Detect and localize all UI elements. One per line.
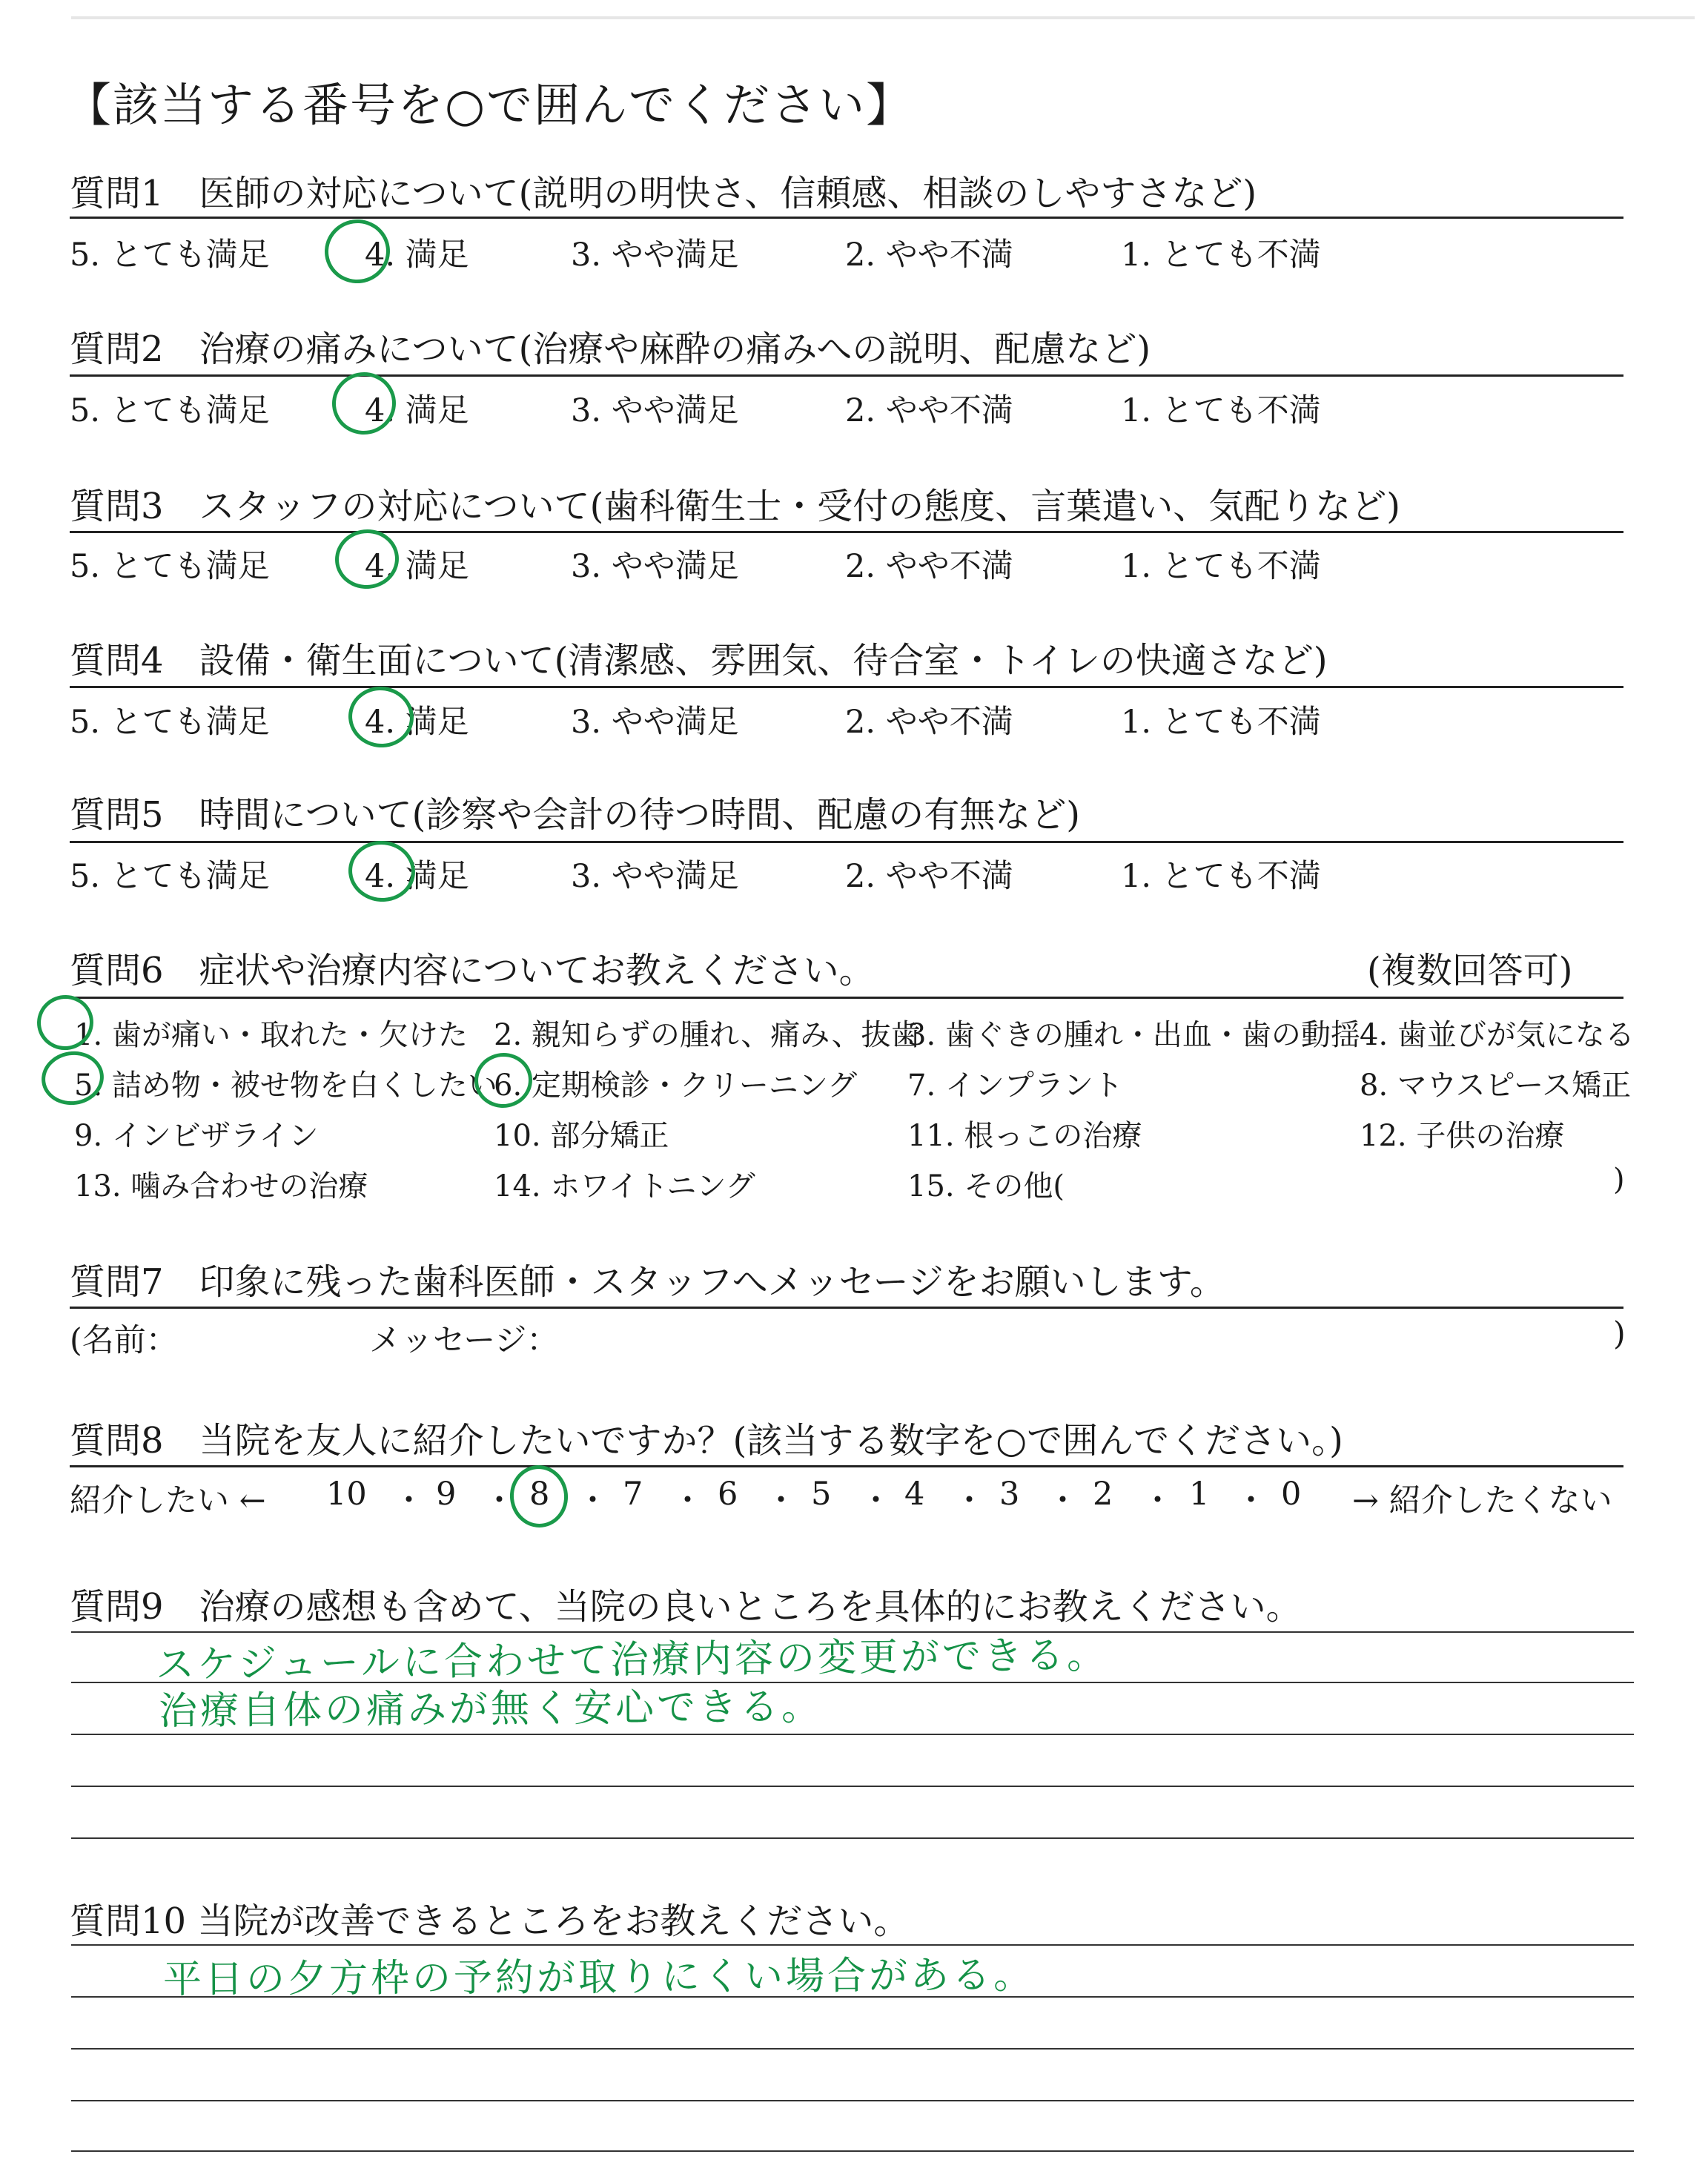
q6-option-1: 1. 歯が痛い・取れた・欠けた — [74, 1018, 468, 1052]
q10-writing-line — [71, 2100, 1634, 2101]
q8-score-10: 10 — [326, 1476, 367, 1513]
q2-option-4: 4. 満足 — [365, 392, 469, 429]
q1-option-1: 1. とても不満 — [1121, 237, 1321, 274]
q5-option-4: 4. 満足 — [365, 858, 469, 895]
q4-option-4: 4. 満足 — [365, 704, 469, 741]
q6-option-14: 14. ホワイトニング — [494, 1169, 755, 1203]
q8-score-0: 0 — [1281, 1476, 1302, 1513]
q6-option-3: 3. 歯ぐきの腫れ・出血・歯の動揺 — [907, 1018, 1360, 1052]
question-7-label: 質問7 印象に残った歯科医師・スタッフへメッセージをお願いします。 — [70, 1261, 1225, 1303]
q8-dot: ・ — [1235, 1482, 1267, 1519]
question-5-label: 質問5 時間について(診察や会計の待つ時間、配慮の有無など) — [70, 794, 1081, 836]
q1-option-3: 3. やや満足 — [571, 237, 739, 274]
q9-writing-line — [71, 1837, 1634, 1839]
q8-score-7: 7 — [623, 1476, 643, 1513]
question-2-label: 質問2 治療の痛みについて(治療や麻酔の痛みへの説明、配慮など) — [70, 328, 1151, 370]
q8-score-4: 4 — [904, 1476, 925, 1513]
q3-option-5: 5. とても満足 — [70, 548, 270, 585]
q6-option-4: 4. 歯並びが気になる — [1360, 1018, 1635, 1052]
question-8-label: 質問8 当院を友人に紹介したいですか？(該当する数字を○で囲んでください。) — [70, 1420, 1343, 1462]
q3-option-3: 3. やや満足 — [571, 548, 739, 585]
scan-edge — [71, 16, 1695, 19]
question-6-note: (複数回答可) — [1367, 950, 1573, 991]
q6-option-15: 15. その他( — [907, 1169, 1065, 1203]
question-9-label: 質問9 治療の感想も含めて、当院の良いところを具体的にお教えください。 — [70, 1586, 1302, 1628]
q10-handwritten-answer-1: 平日の夕方枠の予約が取りにくい場合がある。 — [162, 1952, 1036, 2003]
q8-score-1: 1 — [1189, 1476, 1210, 1513]
q5-option-1: 1. とても不満 — [1121, 858, 1321, 895]
q8-dot: ・ — [1142, 1482, 1174, 1519]
question-2-rule — [70, 374, 1623, 377]
q3-option-2: 2. やや不満 — [845, 548, 1013, 585]
q8-dot: ・ — [577, 1482, 609, 1519]
q6-option-11: 11. 根っこの治療 — [907, 1119, 1142, 1153]
q2-option-1: 1. とても不満 — [1121, 392, 1321, 429]
question-3-rule — [70, 531, 1623, 533]
q8-score-9: 9 — [436, 1476, 457, 1513]
q9-handwritten-answer-2: 治療自体の痛みが無く安心できる。 — [158, 1684, 824, 1734]
q6-option-15-close: ) — [1613, 1163, 1625, 1197]
question-3-label: 質問3 スタッフの対応について(歯科衛生士・受付の態度、言葉遣い、気配りなど) — [70, 486, 1401, 527]
q8-dot: ・ — [1047, 1482, 1079, 1519]
q8-selection-circle — [507, 1462, 571, 1530]
q2-option-3: 3. やや満足 — [571, 392, 739, 429]
q2-option-2: 2. やや不満 — [845, 392, 1013, 429]
q6-option-12: 12. 子供の治療 — [1360, 1119, 1565, 1153]
q6-option-13: 13. 噛み合わせの治療 — [74, 1169, 368, 1203]
q6-option-8: 8. マウスピース矯正 — [1360, 1069, 1632, 1103]
q6-option-10: 10. 部分矯正 — [494, 1119, 669, 1153]
q8-score-5: 5 — [811, 1476, 832, 1513]
question-4-rule — [70, 686, 1623, 688]
q8-dot: ・ — [953, 1482, 985, 1519]
q10-writing-line — [71, 2150, 1634, 2152]
q6-option-7: 7. インプラント — [907, 1069, 1123, 1103]
q1-selection-circle — [320, 215, 394, 287]
q8-score-6: 6 — [718, 1476, 738, 1513]
question-7-rule — [70, 1307, 1623, 1309]
form-heading: 【該当する番号を○で囲んでください】 — [65, 78, 914, 132]
q8-dot: ・ — [672, 1482, 704, 1519]
question-10-label: 質問10 当院が改善できるところをお教えください。 — [70, 1900, 910, 1942]
q8-left-label: 紹介したい ← — [70, 1482, 266, 1519]
q8-score-2: 2 — [1093, 1476, 1113, 1513]
q6-option-9: 9. インビザライン — [74, 1119, 319, 1153]
q8-score-3: 3 — [999, 1476, 1020, 1513]
q6-option-5: 5. 詰め物・被せ物を白くしたい — [74, 1069, 497, 1103]
q3-option-1: 1. とても不満 — [1121, 548, 1321, 585]
q8-score-8: 8 — [529, 1476, 550, 1513]
q10-writing-line — [71, 2048, 1634, 2050]
q1-option-4: 4. 満足 — [365, 237, 469, 274]
question-8-rule — [70, 1465, 1623, 1467]
q8-dot: ・ — [860, 1482, 892, 1519]
q8-dot: ・ — [765, 1482, 797, 1519]
question-4-label: 質問4 設備・衛生面について(清潔感、雰囲気、待合室・トイレの快適さなど) — [70, 640, 1328, 681]
q7-name-label: (名前： — [70, 1322, 178, 1359]
q5-option-2: 2. やや不満 — [845, 858, 1013, 895]
q4-option-3: 3. やや満足 — [571, 704, 739, 741]
q6-option-2: 2. 親知らずの腫れ、痛み、抜歯 — [494, 1018, 921, 1052]
question-6-rule — [70, 997, 1623, 999]
question-1-rule — [70, 217, 1623, 219]
q9-writing-line — [71, 1786, 1634, 1787]
q8-dot: ・ — [393, 1482, 425, 1519]
q9-handwritten-answer-1: スケジュールに合わせて治療内容の変更ができる。 — [155, 1633, 1109, 1688]
question-1-label: 質問1 医師の対応について(説明の明快さ、信頼感、相談のしやすさなど) — [70, 173, 1257, 214]
q7-message-label: メッセージ： — [369, 1322, 559, 1359]
question-6-label: 質問6 症状や治療内容についてお教えください。 — [70, 950, 875, 991]
q4-option-5: 5. とても満足 — [70, 704, 270, 741]
q8-dot: ・ — [483, 1482, 515, 1519]
q3-option-4: 4. 満足 — [365, 548, 469, 585]
q8-right-label: → 紹介したくない — [1352, 1482, 1612, 1519]
q7-close-paren: ) — [1613, 1315, 1626, 1353]
q5-option-3: 3. やや満足 — [571, 858, 739, 895]
q6-option-6: 6. 定期検診・クリーニング — [494, 1069, 858, 1103]
q5-option-5: 5. とても満足 — [70, 858, 270, 895]
q1-option-5: 5. とても満足 — [70, 237, 270, 274]
q2-option-5: 5. とても満足 — [70, 392, 270, 429]
q4-option-2: 2. やや不満 — [845, 704, 1013, 741]
q4-option-1: 1. とても不満 — [1121, 704, 1321, 741]
q1-option-2: 2. やや不満 — [845, 237, 1013, 274]
question-5-rule — [70, 841, 1623, 843]
